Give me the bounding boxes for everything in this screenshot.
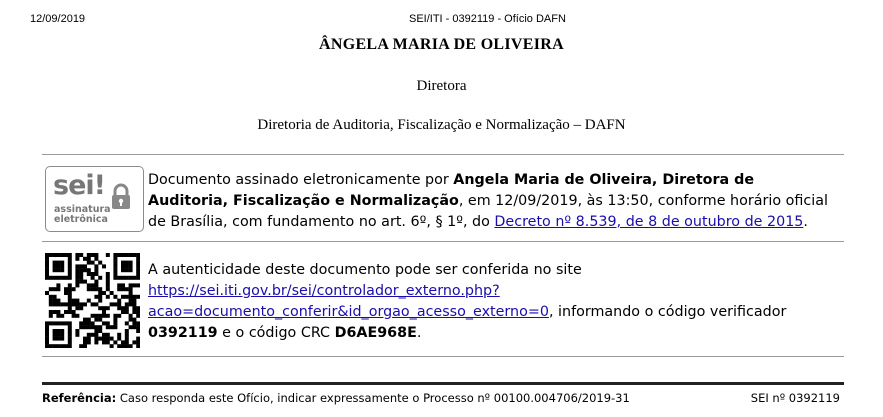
verification-url-line2: acao=documento_conferir&id_orgao_acesso_externo=0 — [148, 304, 549, 320]
divider-bottom — [42, 356, 844, 357]
authenticity-statement — [148, 260, 838, 344]
footer-reference-text: Caso responda este Ofício, indicar expressamente o Processo nº 00100.004706/2019-31 — [116, 391, 630, 405]
footer-reference — [42, 391, 630, 405]
divider-top — [42, 154, 844, 155]
seal-caption-line1: assinatura — [54, 204, 111, 215]
signatory-role: Diretora — [416, 78, 467, 94]
qr-code-icon — [45, 253, 140, 348]
authenticity-text-part1: A autenticidade deste documento pode ser conferida no site — [148, 262, 582, 278]
header-document-reference: SEI/ITI - 0392119 - Ofício DAFN — [409, 13, 566, 25]
signature-text-part1: Documento assinado eletronicamente por — [148, 172, 454, 188]
verification-url-link[interactable] — [148, 283, 549, 320]
signature-text-part2: , em 12/09/2019, às 13:50, conforme horário oficial de Brasília, com fundamento no art. 6º, § 1º, do — [148, 193, 828, 230]
decree-link[interactable]: Decreto nº 8.539, de 8 de outubro de 2015 — [494, 214, 804, 230]
divider-middle — [42, 241, 844, 242]
authenticity-text-part3: e o código CRC — [217, 325, 335, 341]
header-date: 12/09/2019 — [30, 13, 86, 25]
verification-code: 0392119 — [148, 325, 218, 341]
verification-url-line1: https://sei.iti.gov.br/sei/controlador_externo.php? — [148, 283, 500, 299]
authenticity-text-part2: , informando o código verificador — [548, 304, 787, 320]
footer-sei-number: SEI nº 0392119 — [750, 391, 840, 405]
sei-logo: sei! — [53, 170, 105, 201]
signatory-department: Diretoria de Auditoria, Fiscalização e Normalização – DAFN — [257, 117, 626, 133]
signature-text-part3: . — [803, 214, 808, 230]
electronic-signature-statement — [148, 170, 838, 233]
seal-caption — [54, 205, 111, 225]
signatory-name: ÂNGELA MARIA DE OLIVEIRA — [318, 36, 564, 53]
seal-caption-line2: eletrônica — [54, 214, 108, 225]
authenticity-text-part4: . — [416, 325, 422, 341]
signer-identity: Angela Maria de Oliveira, Diretora de Auditoria, Fiscalização e Normalização — [148, 172, 755, 209]
footer-reference-label: Referência: — [42, 391, 117, 405]
crc-code: D6AE968E — [334, 325, 417, 341]
footer-rule — [42, 382, 844, 385]
lock-icon — [110, 183, 132, 211]
sei-electronic-signature-seal — [45, 166, 144, 232]
